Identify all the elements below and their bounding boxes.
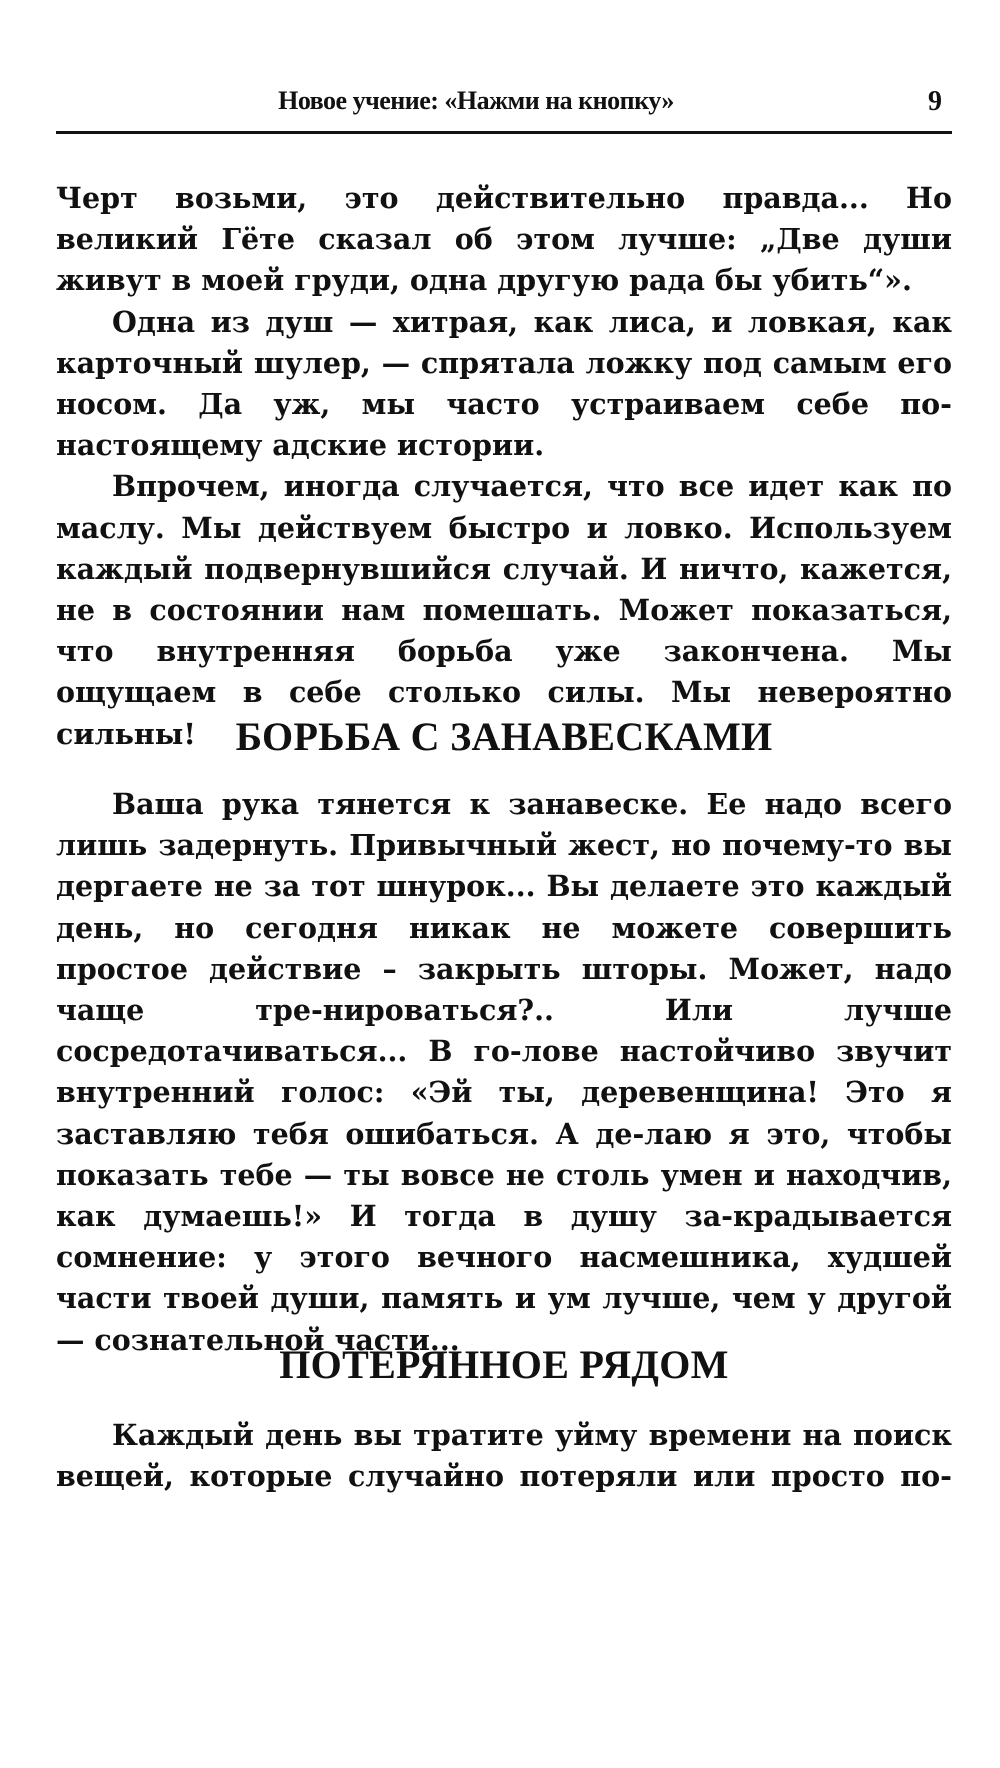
running-title: Новое учение: «Нажми на кнопку»	[278, 86, 674, 115]
paragraph-intro-1: Черт возьми, это действительно правда... Но великий Гёте сказал об этом лучше: „Две души живут в моей груди, одна другую рада бы убить“».	[56, 181, 952, 298]
paragraph-intro-3: Впрочем, иногда случается, что все идет как по маслу. Мы действуем быстро и ловко. Используем каждый подвернувшийся случай. И ничто, кажется, не в состоянии нам помешать. Может показаться, что внутренняя борьба уже закончена. Мы ощущаем в себе столько силы. Мы невероятно сильны!	[56, 469, 952, 751]
section-heading-lost: ПОТЕРЯННОЕ РЯДОМ	[279, 1342, 729, 1387]
paragraph-curtains-1: Ваша рука тянется к занавеске. Ее надо всего лишь задернуть. Привычный жест, но почему-то вы дергаете не за тот шнурок... Вы делаете это каждый день, но сегодня никак не можете совершить простое действие – закрыть шторы. Может, надо чаще тре-нироваться?.. Или лучше сосредотачиваться... В го-лове настойчиво звучит внутренний голос: «Эй ты, деревенщина! Это я заставляю тебя ошибаться. А де-лаю я это, чтобы показать тебе — ты вовсе не столь умен и находчив, как думаешь!» И тогда в душу за-крадывается сомнение: у этого вечного насмешника, худшей части твоей души, память и ум лучше, чем у другой — сознательной части...	[56, 787, 952, 1357]
page-number: 9	[928, 86, 942, 117]
header-rule	[56, 131, 952, 134]
lost-section	[56, 1415, 952, 1497]
curtains-section	[56, 784, 952, 1361]
paragraph-lost-1: Каждый день вы тратите уйму времени на поиск вещей, которые случайно потеряли или просто по-	[56, 1418, 952, 1494]
intro-section	[56, 178, 952, 755]
section-heading-curtains: БОРЬБА С ЗАНАВЕСКАМИ	[235, 714, 773, 759]
running-head	[56, 86, 952, 126]
paragraph-intro-2: Одна из душ — хитрая, как лиса, и ловкая, как карточный шулер, — спрятала ложку под самым его носом. Да уж, мы часто устраиваем себе по-настоящему адские истории.	[56, 304, 952, 463]
